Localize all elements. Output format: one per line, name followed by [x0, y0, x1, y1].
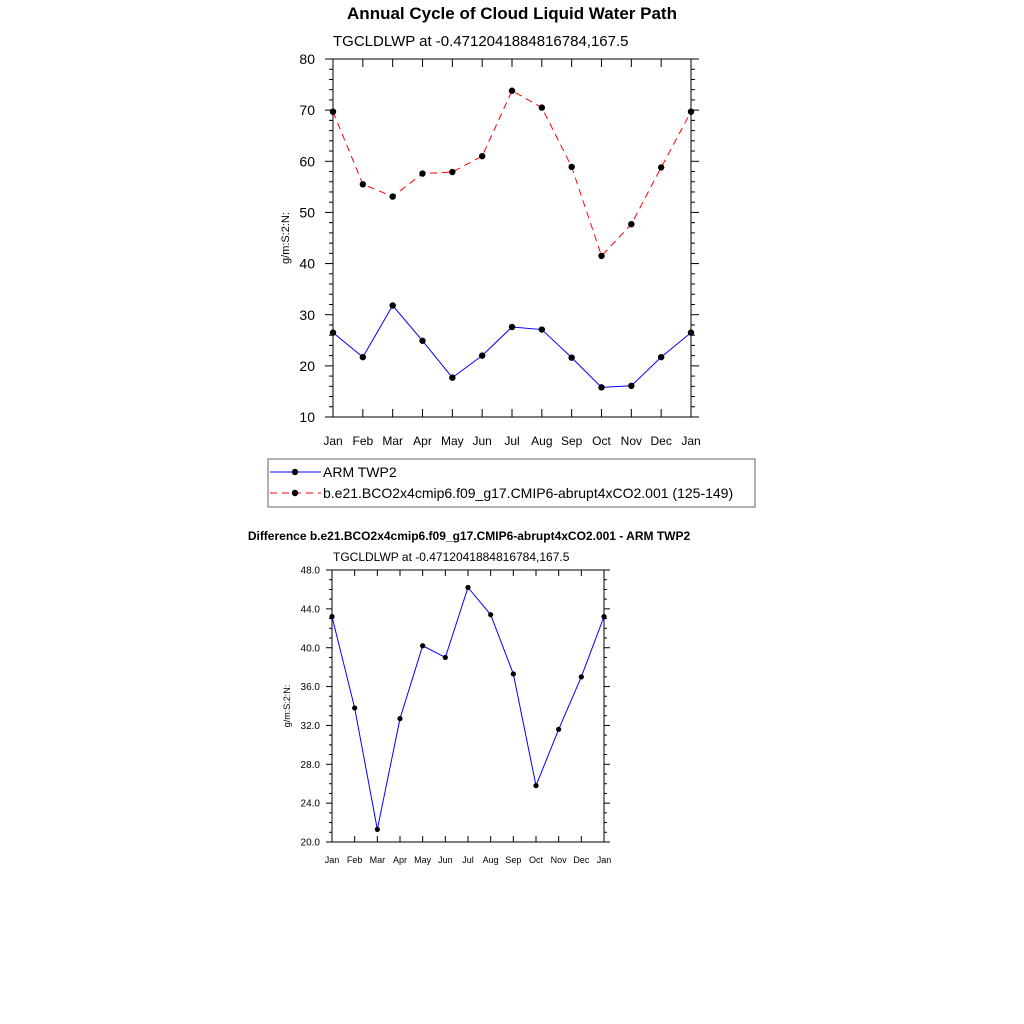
data-point: [601, 614, 606, 619]
data-point: [688, 329, 694, 335]
top-axis-ticks: [325, 59, 699, 417]
data-point: [598, 253, 604, 259]
x-tick-label: Jun: [438, 855, 453, 865]
y-tick-label: 50: [299, 204, 315, 221]
x-tick-label: Sep: [505, 855, 522, 865]
y-tick-label: 24.0: [300, 798, 320, 810]
y-tick-label: 36.0: [300, 682, 320, 694]
data-point: [479, 352, 485, 358]
top-y-tick-labels: [299, 51, 315, 425]
x-tick-label: Feb: [346, 855, 363, 865]
x-tick-label: Oct: [592, 434, 611, 448]
series-line: [333, 306, 691, 388]
x-tick-label: Jan: [324, 855, 340, 865]
top-chart-subtitle: TGCLDLWP at -0.4712041884816784,167.5: [333, 33, 629, 50]
data-point: [389, 302, 395, 308]
x-tick-label: Dec: [573, 855, 590, 865]
x-tick-label: May: [414, 855, 432, 865]
data-point: [511, 671, 516, 676]
data-point: [329, 614, 334, 619]
x-tick-label: Aug: [531, 434, 553, 448]
data-point: [360, 354, 366, 360]
data-point: [579, 674, 584, 679]
data-point: [556, 727, 561, 732]
bottom-chart-ylabel: g/m:S:2:N:: [282, 684, 292, 728]
series-line: [333, 91, 691, 256]
y-tick-label: 32.0: [300, 721, 320, 733]
top-plot-frame: [333, 59, 691, 417]
data-point: [533, 783, 538, 788]
series-line: [332, 587, 604, 829]
data-point: [568, 164, 574, 170]
data-point: [449, 169, 455, 175]
data-point: [568, 354, 574, 360]
top-series-group: [330, 88, 694, 391]
data-point: [465, 585, 470, 590]
data-point: [330, 108, 336, 114]
bottom-chart-subtitle: TGCLDLWP at -0.4712041884816784,167.5: [333, 550, 570, 564]
annual-cycle-panel: [280, 4, 701, 448]
y-tick-label: 10: [299, 409, 315, 426]
x-tick-label: Mar: [369, 855, 386, 865]
x-tick-label: Jul: [462, 855, 474, 865]
y-tick-label: 40: [299, 255, 315, 272]
data-point: [479, 153, 485, 159]
x-tick-label: Jan: [596, 855, 612, 865]
data-point: [509, 324, 515, 330]
data-point: [443, 655, 448, 660]
x-tick-label: Oct: [528, 855, 544, 865]
x-tick-label: Nov: [620, 434, 643, 448]
x-tick-label: Jan: [323, 434, 343, 448]
x-tick-label: Nov: [550, 855, 567, 865]
x-tick-label: Aug: [482, 855, 499, 865]
data-point: [628, 383, 634, 389]
data-point: [658, 164, 664, 170]
bottom-x-tick-labels: [325, 855, 612, 865]
data-point: [449, 374, 455, 380]
data-point: [419, 170, 425, 176]
difference-panel: [248, 529, 691, 865]
data-point: [389, 193, 395, 199]
data-point: [598, 384, 604, 390]
x-tick-label: Dec: [650, 434, 672, 448]
y-tick-label: 48.0: [300, 565, 320, 577]
top-chart-ylabel: g/m:S:2:N:: [280, 212, 292, 264]
data-point: [488, 612, 493, 617]
legend-label: ARM TWP2: [323, 464, 397, 480]
x-tick-label: Jun: [472, 434, 492, 448]
x-tick-label: Mar: [382, 434, 404, 448]
y-tick-label: 28.0: [300, 759, 320, 771]
difference-title: Difference b.e21.BCO2x4cmip6.f09_g17.CMIP6-abrupt4xCO2.001 - ARM TWP2: [247, 529, 691, 543]
data-point: [360, 181, 366, 187]
legend: [268, 459, 755, 507]
y-tick-label: 70: [299, 102, 315, 119]
bottom-y-tick-labels: [301, 566, 321, 849]
data-point: [420, 643, 425, 648]
y-tick-label: 20.0: [300, 837, 320, 849]
x-tick-label: Jul: [504, 434, 520, 448]
x-tick-label: Feb: [352, 434, 374, 448]
bottom-series-group: [329, 585, 606, 832]
data-point: [419, 338, 425, 344]
bottom-plot-frame: [332, 570, 604, 842]
bottom-axis-ticks: [326, 570, 610, 842]
data-point: [352, 705, 357, 710]
x-tick-label: Sep: [560, 434, 583, 448]
data-point: [658, 354, 664, 360]
y-tick-label: 20: [299, 357, 315, 374]
x-tick-label: Apr: [392, 855, 408, 865]
y-tick-label: 80: [299, 51, 315, 68]
data-point: [375, 827, 380, 832]
y-tick-label: 30: [299, 306, 315, 323]
data-point: [330, 329, 336, 335]
data-point: [628, 221, 634, 227]
data-point: [509, 88, 515, 94]
y-tick-label: 60: [299, 153, 315, 170]
x-tick-label: May: [440, 434, 464, 448]
data-point: [688, 108, 694, 114]
main-title: Annual Cycle of Cloud Liquid Water Path: [347, 4, 677, 23]
y-tick-label: 44.0: [300, 604, 320, 616]
y-tick-label: 40.0: [300, 643, 320, 655]
legend-label: b.e21.BCO2x4cmip6.f09_g17.CMIP6-abrupt4xCO2.001 (125-149): [323, 485, 734, 501]
data-point: [397, 716, 402, 721]
x-tick-label: Jan: [681, 434, 701, 448]
legend-swatch-marker: [292, 469, 298, 475]
legend-item-model: [270, 485, 733, 501]
data-point: [539, 104, 545, 110]
data-point: [539, 326, 545, 332]
legend-swatch-marker: [292, 490, 298, 496]
top-x-tick-labels: [323, 434, 700, 448]
x-tick-label: Apr: [413, 434, 432, 448]
